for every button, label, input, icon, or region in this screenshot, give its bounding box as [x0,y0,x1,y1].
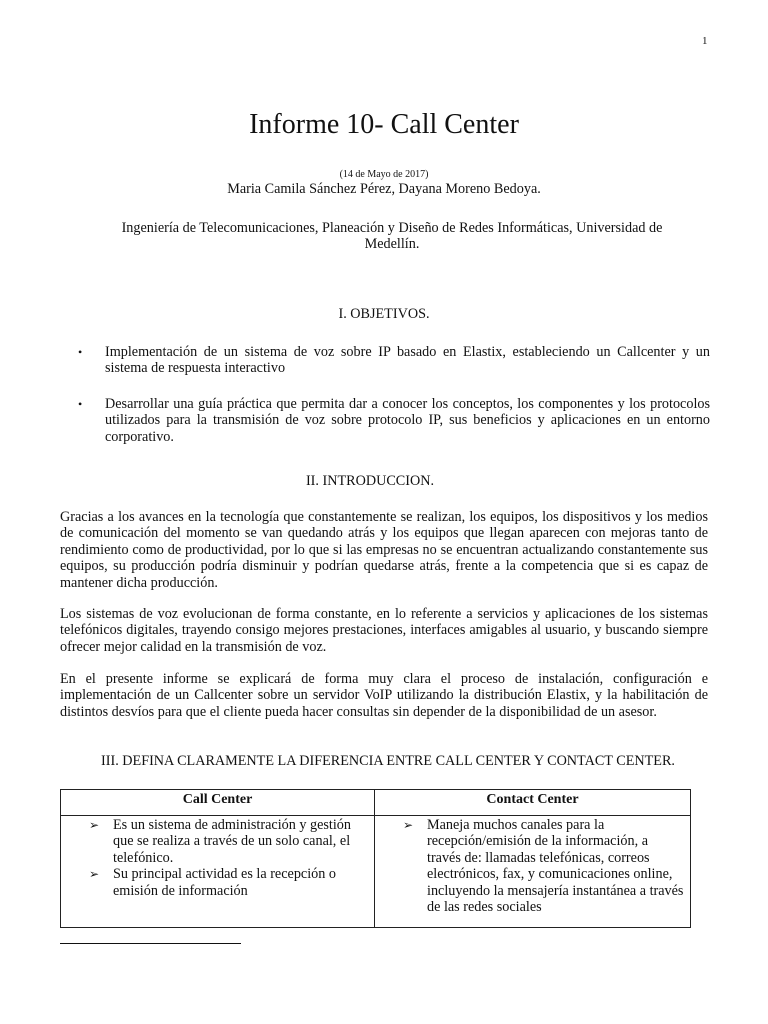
bullet-icon: • [78,396,83,411]
comparison-table [60,789,691,928]
list-item [375,817,690,915]
column-header-contact-center: Contact Center [375,790,691,816]
footnote-separator [60,943,241,944]
list-item-text: Implementación de un sistema de voz sobre IP basado en Elastix, estableciendo un Callcenter y un sistema de respuesta interactivo [105,344,710,377]
call-center-cell [61,816,375,928]
section-heading-objetivos: I. OBJETIVOS. [338,306,430,322]
arrow-bullet-icon: ➢ [403,818,414,832]
arrow-bullet-icon: ➢ [89,867,100,882]
list-item [78,344,710,377]
list-item [61,866,374,899]
call-center-list [61,817,374,899]
bullet-icon: • [78,345,83,359]
intro-paragraph-3: En el presente informe se explicará de forma muy clara el proceso de instalación, configuración e implementación de un Callcenter sobre un servidor VoIP utilizando la distribución Elastix, y la habilitación de distintos desvíos para que el cliente pueda hacer consultas sin depender de la disponibilidad de un asesor. [60,671,708,720]
document-date: (14 de Mayo de 2017) [339,169,429,180]
page-number: 1 [702,35,708,47]
column-header-call-center: Call Center [61,790,375,816]
list-item-text: Desarrollar una guía práctica que permita dar a conocer los conceptos, los componentes y los protocolos utilizados para la transmisión de voz sobre protocolo IP, sus beneficios y aplicaciones en un entorno corporativo. [105,395,710,445]
intro-paragraph-2: Los sistemas de voz evolucionan de forma constante, en lo referente a servicios y aplicaciones de los sistemas telefónicos digitales, trayendo consigo mejores prestaciones, interfaces amigables al usuario, y buscando siempre ofrecer mejor calidad en la transmisión de voz. [60,606,708,655]
list-item-text: Maneja muchos canales para la recepción/emisión de la información, a través de: llamadas telefónicas, correos electrónicos, fax, y comunicaciones online, incluyendo la mensajería instantánea a través de las redes sociales [427,817,684,916]
list-item-text: Su principal actividad es la recepción o emisión de información [113,866,336,899]
contact-center-list [375,817,690,915]
section-heading-diferencia: III. DEFINA CLARAMENTE LA DIFERENCIA ENTRE CALL CENTER Y CONTACT CENTER. [101,753,675,769]
document-title: Informe 10- Call Center [249,109,519,140]
list-item [78,396,710,445]
table-row [61,816,691,928]
intro-paragraph-1: Gracias a los avances en la tecnología que constantemente se realizan, los equipos, los dispositivos y los medios de comunicación del momento se van quedando atrás y los equipos que llegan aparecen con mejoras tanto de rendimiento como de productividad, por lo que si las empresas no se encuentran actualizando constantemente sus equipos, su producción podría disminuir y podrían quedarse atrás, frente a la competencia que si es capaz de mantener dicha producción. [60,509,708,591]
affiliation: Ingeniería de Telecomunicaciones, Planeación y Diseño de Redes Informáticas, Universidad de Medellín. [121,220,663,253]
authors: Maria Camila Sánchez Pérez, Dayana Moreno Bedoya. [227,181,541,197]
list-item [61,817,374,866]
list-item-text: Es un sistema de administración y gestión que se realiza a través de un solo canal, el telefónico. [113,817,351,866]
table-header-row [61,790,691,816]
contact-center-cell [375,816,691,928]
objetivos-list [78,344,710,464]
arrow-bullet-icon: ➢ [89,818,100,832]
section-heading-introduccion: II. INTRODUCCION. [305,473,435,489]
